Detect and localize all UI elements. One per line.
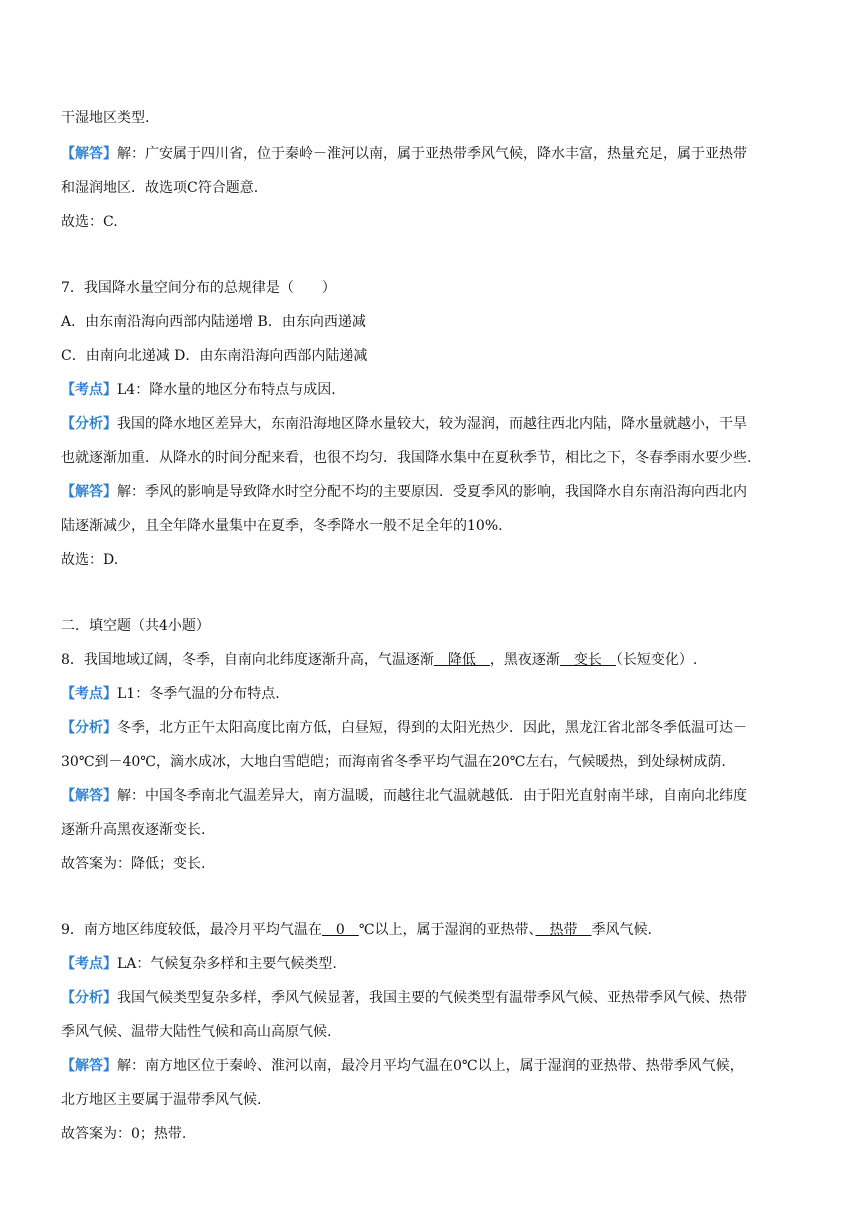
q7-answer-text-2: 陆逐渐减少，且全年降水量集中在夏季，冬季降水一般不足全年的10%. xyxy=(61,518,503,534)
q9-result: 故答案为：0；热带. xyxy=(61,1126,187,1142)
q9-point-line xyxy=(61,954,337,974)
q8-analysis-line xyxy=(61,718,747,738)
q6-answer-text-2: 和湿润地区．故选项C符合题意. xyxy=(61,180,259,196)
point-tag: 【考点】 xyxy=(61,382,117,398)
q9-blank-1: 0 xyxy=(321,922,359,938)
q9-stem-b: ℃以上，属于湿润的亚热带、 xyxy=(358,922,536,938)
q8-answer-text-2: 逐渐升高黑夜逐渐变长. xyxy=(61,822,206,838)
q8-answer-line xyxy=(61,786,747,806)
q9-answer-text-2: 北方地区主要属于温带季风气候. xyxy=(61,1092,262,1108)
q7-answer-text-1: 解：季风的影响是导致降水时空分配不均的主要原因．受夏季风的影响，我国降水自东南沿海向西北内 xyxy=(117,484,747,500)
answer-tag: 【解答】 xyxy=(61,484,117,500)
q7-stem: 7．我国降水量空间分布的总规律是（ ） xyxy=(61,280,336,296)
point-tag: 【考点】 xyxy=(61,956,117,972)
q8-analysis-text-1: 冬季，北方正午太阳高度比南方低，白昼短，得到的太阳光热少．因此，黑龙江省北部冬季低温可达－ xyxy=(117,720,747,736)
q9-answer-line xyxy=(61,1056,744,1076)
section-heading: 二．填空题（共4小题） xyxy=(61,618,210,634)
q8-blank-1: 降低 xyxy=(433,652,490,668)
answer-tag: 【解答】 xyxy=(61,1058,117,1074)
q8-answer-text-1: 解：中国冬季南北气温差异大，南方温暖，而越往北气温就越低．由于阳光直射南半球，自南向北纬度 xyxy=(117,788,747,804)
q7-analysis-text-2: 也就逐渐加重．从降水的时间分配来看，也很不均匀．我国降水集中在夏秋季节，相比之下，冬春季雨水要少些. xyxy=(61,450,752,466)
answer-tag: 【解答】 xyxy=(61,146,117,162)
q7-point-text: L4：降水量的地区分布特点与成因. xyxy=(117,382,336,398)
analysis-tag: 【分析】 xyxy=(61,720,117,736)
q7-options-cd: C．由南向北递减 D．由东南沿海向西部内陆递减 xyxy=(61,348,368,364)
q7-options-ab: A．由东南沿海向西部内陆递增 B．由东向西递减 xyxy=(61,314,366,330)
q9-stem-a: 9．南方地区纬度较低，最冷月平均气温在 xyxy=(61,922,322,938)
q7-answer-line xyxy=(61,482,747,502)
q8-point-text: L1：冬季气温的分布特点. xyxy=(117,686,280,702)
q9-analysis-text-1: 我国气候类型复杂多样，季风气候显著，我国主要的气候类型有温带季风气候、亚热带季风气候、热带 xyxy=(117,990,747,1006)
analysis-tag: 【分析】 xyxy=(61,990,117,1006)
q9-answer-text-1: 解：南方地区位于秦岭、淮河以南，最冷月平均气温在0℃以上，属于湿润的亚热带、热带季风气候， xyxy=(117,1058,744,1074)
q8-blank-2: 变长 xyxy=(559,652,616,668)
analysis-tag: 【分析】 xyxy=(61,416,117,432)
q8-stem-c: （长短变化）. xyxy=(615,652,698,668)
q7-result: 故选：D. xyxy=(61,552,119,568)
q6-result: 故选：C. xyxy=(61,214,118,230)
q8-result: 故答案为：降低；变长. xyxy=(61,856,206,872)
q8-stem-b: ，黑夜逐渐 xyxy=(489,652,560,668)
q9-stem-c: 季风气候. xyxy=(591,922,652,938)
q7-analysis-text-1: 我国的降水地区差异大，东南沿海地区降水量较大，较为湿润，而越往西北内陆，降水量就越小，干旱 xyxy=(117,416,747,432)
q8-stem-a: 8．我国地域辽阔，冬季，自南向北纬度逐渐升高，气温逐渐 xyxy=(61,652,434,668)
q6-answer-text-1: 解：广安属于四川省，位于秦岭－淮河以南，属于亚热带季风气候，降水丰富，热量充足，属于亚热带 xyxy=(117,146,747,162)
q8-point-line xyxy=(61,684,280,704)
q9-point-text: LA：气候复杂多样和主要气候类型. xyxy=(117,956,337,972)
q8-analysis-text-2: 30℃到－40℃，滴水成冰，大地白雪皑皑；而海南省冬季平均气温在20℃左右，气候暖热，到处绿树成荫. xyxy=(61,754,726,770)
q9-blank-2: 热带 xyxy=(535,922,592,938)
q9-analysis-text-2: 季风气候、温带大陆性气候和高山高原气候. xyxy=(61,1024,332,1040)
q7-point-line xyxy=(61,380,336,400)
answer-tag: 【解答】 xyxy=(61,788,117,804)
q9-stem xyxy=(61,920,652,940)
q6-answer-line xyxy=(61,144,747,164)
q6-analysis-end: 干湿地区类型. xyxy=(61,110,150,126)
point-tag: 【考点】 xyxy=(61,686,117,702)
q8-stem xyxy=(61,650,697,670)
q9-analysis-line xyxy=(61,988,747,1008)
q7-analysis-line xyxy=(61,414,747,434)
